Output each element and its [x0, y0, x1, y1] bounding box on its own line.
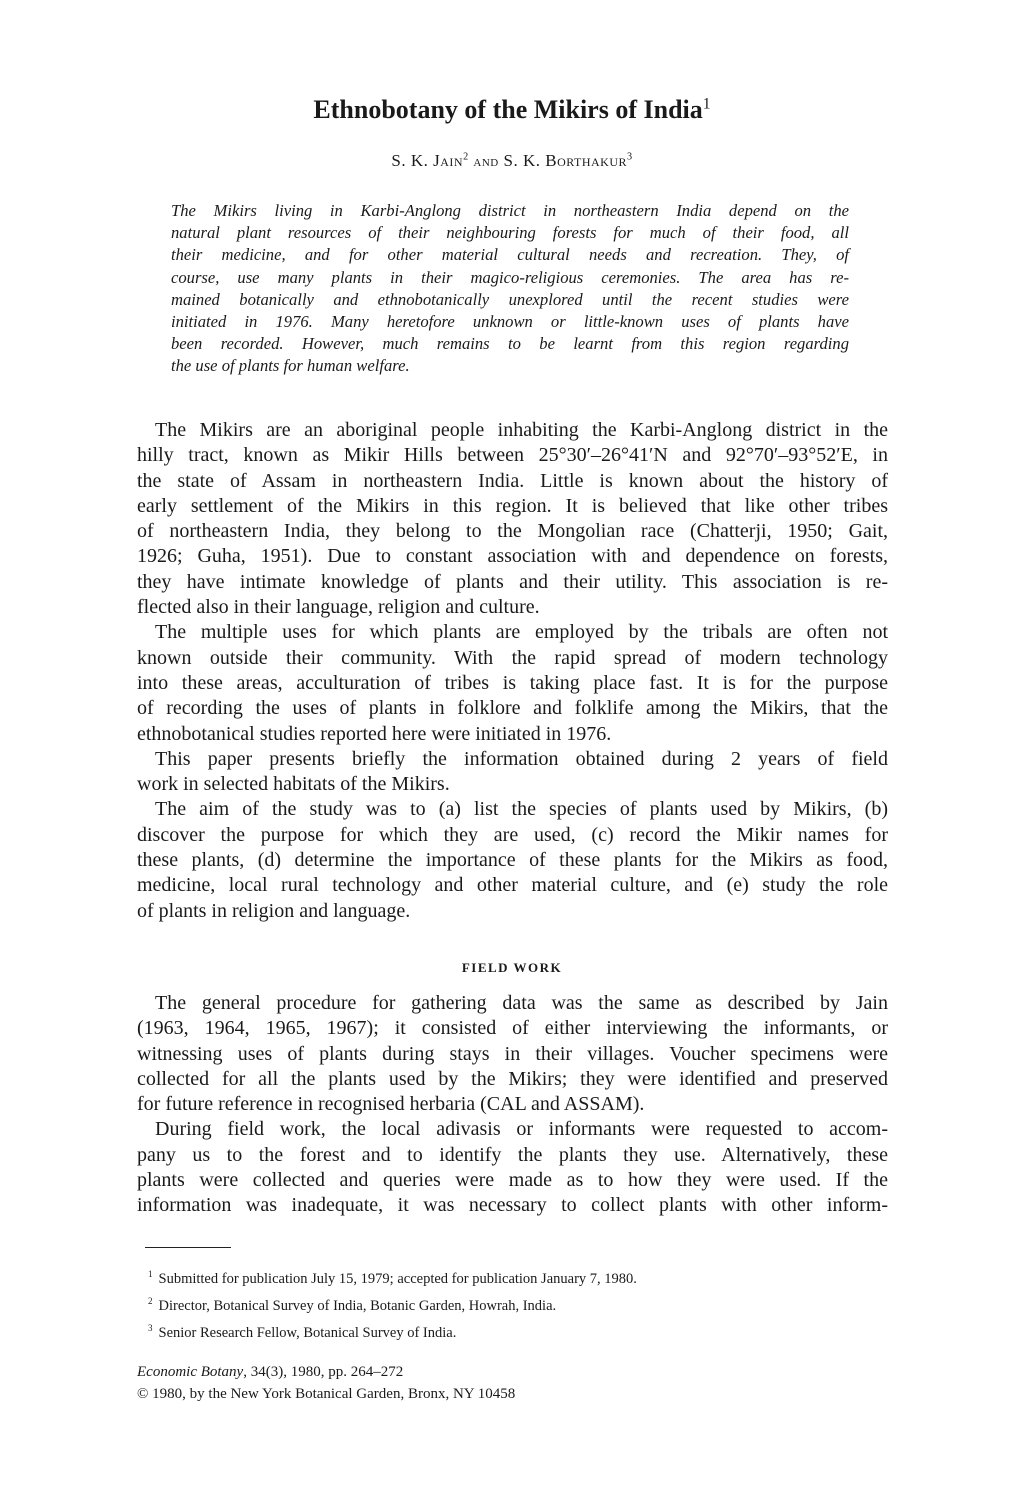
journal-citation: [137, 1361, 403, 1383]
body-line: for future reference in recognised herbaria (CAL and ASSAM).: [137, 1093, 645, 1116]
section-heading-field-work: FIELD WORK: [461, 960, 563, 975]
body-line: of northeastern India, they belong to the Mongolian race (Chatterji, 1950; Gait,: [137, 520, 888, 543]
body-line: of plants in religion and language.: [137, 899, 411, 922]
author-2-footnote-mark: 3: [627, 151, 633, 163]
footnote: $^1$ Submitted for publication July 15, 1979; accepted for publication January 7, 1980.: [148, 1269, 637, 1287]
body-line: hilly tract, known as Mikir Hills between 25°30′–26°41′N and 92°70′–93°52′E, in: [137, 444, 888, 467]
body-line: (1963, 1964, 1965, 1967); it consisted of either interviewing the informants, or: [137, 1017, 888, 1040]
body-line: work in selected habitats of the Mikirs.: [137, 773, 450, 796]
body-line: the state of Assam in northeastern India. Little is known about the history of: [137, 469, 888, 492]
body-line: medicine, local rural technology and other material culture, and (e) study the role: [137, 874, 888, 897]
paper-title: Ethnobotany of the Mikirs of India$^1$: [313, 95, 711, 124]
footnotes: [148, 1263, 848, 1343]
journal-name: Economic Botany: [137, 1364, 244, 1380]
introduction-text: [137, 418, 888, 924]
body-line: they have intimate knowledge of plants and their utility. This association is re-: [137, 570, 888, 593]
author-line: [0, 150, 1024, 173]
abstract-line: the use of plants for human welfare.: [171, 356, 410, 376]
body-line: into these areas, acculturation of tribes is taking place fast. It is for the purpose: [137, 671, 888, 694]
copyright-notice: © 1980, by the New York Botanical Garden, Bronx, NY 10458: [137, 1386, 516, 1402]
author-1-surname: Jain: [433, 151, 464, 170]
body-line: flected also in their language, religion and culture.: [137, 596, 540, 619]
body-line: pany us to the forest and to identify the plants they use. Alternatively, these: [137, 1143, 888, 1166]
abstract-line: course, use many plants in their magico-religious ceremonies. The area has re-: [171, 267, 849, 287]
abstract-line: initiated in 1976. Many heretofore unknown or little-known uses of plants have: [171, 311, 849, 331]
author-2-initials: S. K.: [503, 151, 541, 170]
abstract: [171, 200, 849, 378]
abstract-line: mained botanically and ethnobotanically unexplored until the recent studies were: [171, 289, 849, 309]
body-line: of recording the uses of plants in folklore and folklife among the Mikirs, that the: [137, 697, 888, 720]
body-line: This paper presents briefly the information obtained during 2 years of field: [155, 747, 888, 770]
body-line: The general procedure for gathering data was the same as described by Jain: [155, 992, 888, 1014]
body-line: known outside their community. With the rapid spread of modern technology: [137, 646, 888, 669]
field-work-text: [137, 991, 888, 1219]
body-line: plants were collected and queries were made as to how they were used. If the: [137, 1169, 888, 1192]
author-2-surname: Borthakur: [545, 151, 628, 170]
abstract-line: The Mikirs living in Karbi-Anglong district in northeastern India depend on the: [171, 201, 849, 220]
body-line: collected for all the plants used by the Mikirs; they were identified and preserved: [137, 1067, 888, 1090]
author-1-footnote-mark: 2: [463, 151, 469, 163]
body-line: The Mikirs are an aboriginal people inhabiting the Karbi-Anglong district in the: [155, 419, 888, 441]
author-1-initials: S. K.: [391, 151, 429, 170]
body-line: The multiple uses for which plants are employed by the tribals are often not: [155, 621, 888, 644]
abstract-line: natural plant resources of their neighbouring forests for much of their food, all: [171, 223, 849, 243]
body-line: early settlement of the Mikirs in this region. It is believed that like other tribes: [137, 494, 888, 517]
abstract-line: their medicine, and for other material cultural needs and recreation. They, of: [171, 245, 849, 265]
abstract-line: been recorded. However, much remains to be learnt from this region regarding: [171, 334, 849, 354]
footnote: $^3$ Senior Research Fellow, Botanical Survey of India.: [148, 1322, 457, 1341]
body-line: During field work, the local adivasis or informants were requested to accom-: [155, 1118, 888, 1141]
title-footnote-mark: 1: [702, 95, 711, 113]
body-line: 1926; Guha, 1951). Due to constant association with and dependence on forests,: [137, 545, 888, 568]
body-line: discover the purpose for which they are used, (c) record the Mikir names for: [137, 823, 888, 846]
author-conjunction: and: [473, 154, 499, 170]
body-line: these plants, (d) determine the importance of these plants for the Mikirs as food,: [137, 849, 888, 872]
journal-details: , 34(3), 1980, pp. 264–272: [243, 1364, 404, 1380]
footnote-divider: [145, 1247, 231, 1248]
body-line: information was inadequate, it was necessary to collect plants with other inform-: [137, 1194, 888, 1217]
body-line: The aim of the study was to (a) list the species of plants used by Mikirs, (b): [155, 798, 888, 821]
body-line: witnessing uses of plants during stays in their villages. Voucher specimens were: [137, 1042, 888, 1065]
body-line: ethnobotanical studies reported here were initiated in 1976.: [137, 722, 612, 745]
footnote: $^2$ Director, Botanical Survey of India, Botanic Garden, Howrah, India.: [148, 1295, 557, 1314]
